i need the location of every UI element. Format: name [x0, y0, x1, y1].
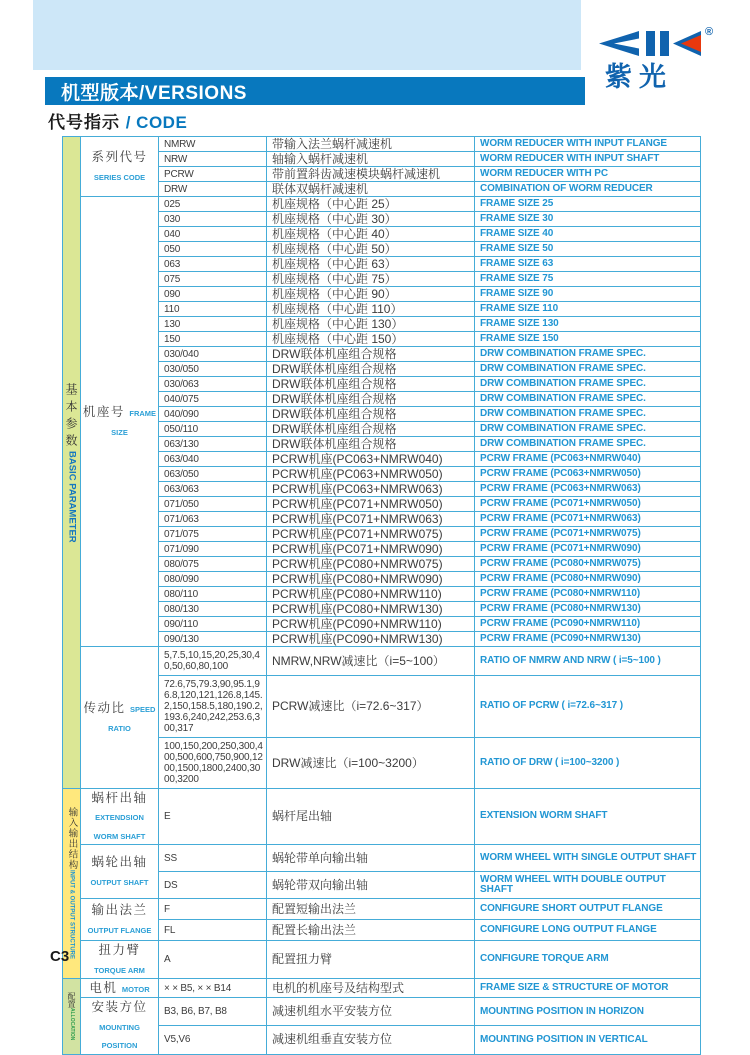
- desc-en-cell: FRAME SIZE 110: [475, 302, 701, 317]
- page-number: C3: [50, 948, 70, 965]
- section-strip-label-cn: 配置: [67, 992, 76, 1009]
- desc-cn-cell: DRW联体机座组合规格: [267, 347, 475, 362]
- desc-en-cell: FRAME SIZE 40: [475, 227, 701, 242]
- desc-en-cell: PCRW FRAME (PC090+NMRW130): [475, 632, 701, 647]
- desc-cn-cell: PCRW机座(PC080+NMRW090): [267, 572, 475, 587]
- code-cell: 080/075: [159, 557, 267, 572]
- group-label: [81, 137, 159, 197]
- registered-mark-icon: ®: [705, 26, 714, 38]
- brand-name-cn: 紫光: [605, 62, 673, 92]
- table-row: [63, 332, 701, 347]
- group-label-en: MOTOR: [121, 984, 150, 994]
- code-cell: E: [159, 789, 267, 845]
- group-label: [81, 789, 159, 845]
- desc-en-cell: PCRW FRAME (PC090+NMRW110): [475, 617, 701, 632]
- desc-cn-cell: PCRW机座(PC071+NMRW075): [267, 527, 475, 542]
- table-row: [63, 738, 701, 789]
- desc-en-cell: WORM REDUCER WITH INPUT FLANGE: [475, 137, 701, 152]
- group-label: [81, 941, 159, 979]
- code-cell: V5,V6: [159, 1026, 267, 1054]
- table-row: [63, 392, 701, 407]
- code-cell: PCRW: [159, 167, 267, 182]
- page-title-en: / CODE: [125, 113, 188, 132]
- code-cell: 030/040: [159, 347, 267, 362]
- table-row: [63, 512, 701, 527]
- desc-en-cell: PCRW FRAME (PC063+NMRW050): [475, 467, 701, 482]
- desc-en-cell: PCRW FRAME (PC071+NMRW050): [475, 497, 701, 512]
- desc-en-cell: WORM WHEEL WITH SINGLE OUTPUT SHAFT: [475, 845, 701, 872]
- desc-cn-cell: PCRW机座(PC080+NMRW075): [267, 557, 475, 572]
- group-label-en: OUTPUT SHAFT: [90, 877, 149, 887]
- desc-en-cell: FRAME SIZE 25: [475, 197, 701, 212]
- desc-cn-cell: DRW联体机座组合规格: [267, 407, 475, 422]
- section-strip-label-cn: 输入输出结构: [66, 807, 78, 871]
- desc-cn-cell: DRW联体机座组合规格: [267, 437, 475, 452]
- desc-cn-cell: PCRW减速比（i=72.6~317）: [267, 676, 475, 738]
- group-label-cn: 蜗杆出轴: [91, 791, 148, 805]
- desc-en-cell: RATIO OF DRW ( i=100~3200 ): [475, 738, 701, 789]
- desc-cn-cell: 蜗轮带单向输出轴: [267, 845, 475, 872]
- code-cell: 030/050: [159, 362, 267, 377]
- code-cell: 130: [159, 317, 267, 332]
- table-row: [63, 437, 701, 452]
- table-row: [63, 941, 701, 979]
- desc-en-cell: PCRW FRAME (PC063+NMRW040): [475, 452, 701, 467]
- code-cell: 080/130: [159, 602, 267, 617]
- table-row: [63, 422, 701, 437]
- table-row: [63, 482, 701, 497]
- table-row: [63, 287, 701, 302]
- table-row: [63, 676, 701, 738]
- desc-en-cell: FRAME SIZE 150: [475, 332, 701, 347]
- banner-title: 机型版本/VERSIONS: [61, 82, 247, 104]
- desc-en-cell: EXTENSION WORM SHAFT: [475, 789, 701, 845]
- code-cell: A: [159, 941, 267, 979]
- section-strip-label-cn: 基本参数: [64, 382, 78, 451]
- desc-en-cell: RATIO OF PCRW ( i=72.6~317 ): [475, 676, 701, 738]
- desc-cn-cell: 配置长输出法兰: [267, 920, 475, 941]
- code-cell: 050/110: [159, 422, 267, 437]
- desc-en-cell: DRW COMBINATION FRAME SPEC.: [475, 347, 701, 362]
- code-cell: 090/110: [159, 617, 267, 632]
- desc-en-cell: WORM REDUCER WITH INPUT SHAFT: [475, 152, 701, 167]
- table-row: [63, 587, 701, 602]
- desc-en-cell: DRW COMBINATION FRAME SPEC.: [475, 422, 701, 437]
- desc-en-cell: MOUNTING POSITION IN HORIZON: [475, 998, 701, 1026]
- desc-en-cell: PCRW FRAME (PC063+NMRW063): [475, 482, 701, 497]
- code-cell: 5,7.5,10,15,20,25,30,40,50,60,80,100: [159, 647, 267, 676]
- desc-en-cell: PCRW FRAME (PC080+NMRW110): [475, 587, 701, 602]
- group-label-en: TORQUE ARM: [94, 965, 145, 975]
- group-label-en: EXTENDSION WORM SHAFT: [93, 813, 146, 841]
- table-row: [63, 137, 701, 152]
- desc-cn-cell: 带输入法兰蜗杆减速机: [267, 137, 475, 152]
- desc-cn-cell: 减速机组水平安装方位: [267, 998, 475, 1026]
- brand-logo: [597, 26, 727, 92]
- desc-en-cell: FRAME SIZE 90: [475, 287, 701, 302]
- desc-cn-cell: DRW联体机座组合规格: [267, 422, 475, 437]
- desc-cn-cell: 配置扭力臂: [267, 941, 475, 979]
- desc-cn-cell: 机座规格（中心距 40）: [267, 227, 475, 242]
- table-row: [63, 527, 701, 542]
- desc-en-cell: PCRW FRAME (PC071+NMRW063): [475, 512, 701, 527]
- code-cell: 080/110: [159, 587, 267, 602]
- desc-cn-cell: 配置短输出法兰: [267, 899, 475, 920]
- desc-en-cell: FRAME SIZE 63: [475, 257, 701, 272]
- code-cell: NMRW: [159, 137, 267, 152]
- table-row: [63, 467, 701, 482]
- desc-cn-cell: PCRW机座(PC071+NMRW063): [267, 512, 475, 527]
- code-cell: 080/090: [159, 572, 267, 587]
- desc-cn-cell: 机座规格（中心距 110）: [267, 302, 475, 317]
- section-strip-label-en: ALLOCATION: [69, 1008, 75, 1041]
- page-title-cn: 代号指示: [48, 113, 120, 132]
- desc-cn-cell: PCRW机座(PC071+NMRW090): [267, 542, 475, 557]
- group-label-en: MOUNTING POSITION: [99, 1022, 140, 1051]
- desc-en-cell: FRAME SIZE 50: [475, 242, 701, 257]
- group-label-cn: 输出法兰: [91, 903, 148, 918]
- group-label: [81, 998, 159, 1054]
- desc-en-cell: CONFIGURE LONG OUTPUT FLANGE: [475, 920, 701, 941]
- group-label-cn: 电机: [89, 980, 118, 995]
- group-label: [81, 899, 159, 941]
- code-cell: 063/040: [159, 452, 267, 467]
- desc-cn-cell: 机座规格（中心距 150）: [267, 332, 475, 347]
- desc-en-cell: CONFIGURE TORQUE ARM: [475, 941, 701, 979]
- desc-cn-cell: 联体双蜗杆减速机: [267, 182, 475, 197]
- code-cell: DRW: [159, 182, 267, 197]
- desc-en-cell: CONFIGURE SHORT OUTPUT FLANGE: [475, 899, 701, 920]
- desc-en-cell: DRW COMBINATION FRAME SPEC.: [475, 362, 701, 377]
- group-label-en: SPEED RATIO: [108, 705, 156, 733]
- table-row: [63, 542, 701, 557]
- code-cell: 025: [159, 197, 267, 212]
- table-row: [63, 407, 701, 422]
- table-row: [63, 617, 701, 632]
- code-cell: 050: [159, 242, 267, 257]
- table-row: [63, 602, 701, 617]
- group-label: [81, 197, 159, 647]
- desc-cn-cell: DRW减速比（i=100~3200）: [267, 738, 475, 789]
- table-row: [63, 789, 701, 845]
- desc-cn-cell: 轴输入蜗杆减速机: [267, 152, 475, 167]
- code-cell: 72.6,75,79.3,90,95.1,96.8,120,121,126.8,145.2,150,158.5,180,190.2,193.6,240,242,253.6,300,317: [159, 676, 267, 738]
- desc-cn-cell: PCRW机座(PC090+NMRW130): [267, 632, 475, 647]
- code-cell: 030/063: [159, 377, 267, 392]
- desc-en-cell: DRW COMBINATION FRAME SPEC.: [475, 407, 701, 422]
- desc-en-cell: WORM WHEEL WITH DOUBLE OUTPUT SHAFT: [475, 872, 701, 899]
- table-row: [63, 257, 701, 272]
- section-strip: [63, 978, 81, 1054]
- desc-en-cell: MOUNTING POSITION IN VERTICAL: [475, 1026, 701, 1054]
- desc-cn-cell: 机座规格（中心距 75）: [267, 272, 475, 287]
- table-row: [63, 872, 701, 899]
- desc-cn-cell: NMRW,NRW减速比（i=5~100）: [267, 647, 475, 676]
- desc-cn-cell: 蜗轮带双向输出轴: [267, 872, 475, 899]
- desc-en-cell: PCRW FRAME (PC080+NMRW075): [475, 557, 701, 572]
- code-cell: 063: [159, 257, 267, 272]
- desc-en-cell: FRAME SIZE 75: [475, 272, 701, 287]
- table-row: [63, 557, 701, 572]
- group-label-cn: 系列代号: [91, 150, 148, 165]
- group-label-en: OUTPUT FLANGE: [87, 925, 152, 935]
- table-row: [63, 920, 701, 941]
- page-title: [48, 108, 187, 133]
- desc-cn-cell: 减速机组垂直安装方位: [267, 1026, 475, 1054]
- table-row: [63, 272, 701, 287]
- desc-cn-cell: PCRW机座(PC090+NMRW110): [267, 617, 475, 632]
- table-row: [63, 632, 701, 647]
- table-row: [63, 167, 701, 182]
- desc-cn-cell: 机座规格（中心距 63）: [267, 257, 475, 272]
- desc-cn-cell: DRW联体机座组合规格: [267, 362, 475, 377]
- table-row: [63, 452, 701, 467]
- group-label: [81, 647, 159, 789]
- desc-en-cell: PCRW FRAME (PC071+NMRW090): [475, 542, 701, 557]
- desc-en-cell: FRAME SIZE 130: [475, 317, 701, 332]
- code-cell: 040: [159, 227, 267, 242]
- table-row: [63, 197, 701, 212]
- code-cell: B3, B6, B7, B8: [159, 998, 267, 1026]
- page-banner: [45, 77, 585, 105]
- zik-logo-icon: [597, 30, 709, 58]
- desc-cn-cell: 机座规格（中心距 50）: [267, 242, 475, 257]
- group-label: [81, 845, 159, 899]
- desc-cn-cell: 机座规格（中心距 25）: [267, 197, 475, 212]
- group-label-en: SERIES CODE: [93, 172, 146, 182]
- code-cell: NRW: [159, 152, 267, 167]
- code-cell: SS: [159, 845, 267, 872]
- code-cell: 075: [159, 272, 267, 287]
- table-row: [63, 1026, 701, 1054]
- desc-en-cell: RATIO OF NMRW AND NRW ( i=5~100 ): [475, 647, 701, 676]
- table-row: [63, 317, 701, 332]
- desc-cn-cell: PCRW机座(PC063+NMRW050): [267, 467, 475, 482]
- desc-cn-cell: PCRW机座(PC071+NMRW050): [267, 497, 475, 512]
- code-cell: × × B5, × × B14: [159, 978, 267, 997]
- code-cell: DS: [159, 872, 267, 899]
- desc-en-cell: COMBINATION OF WORM REDUCER: [475, 182, 701, 197]
- section-strip: [63, 137, 81, 789]
- code-cell: 110: [159, 302, 267, 317]
- code-table-body: [63, 137, 701, 1055]
- code-cell: 040/090: [159, 407, 267, 422]
- code-cell: 063/130: [159, 437, 267, 452]
- table-row: [63, 182, 701, 197]
- table-row: [63, 899, 701, 920]
- desc-cn-cell: PCRW机座(PC063+NMRW040): [267, 452, 475, 467]
- code-cell: 150: [159, 332, 267, 347]
- table-row: [63, 212, 701, 227]
- desc-cn-cell: PCRW机座(PC063+NMRW063): [267, 482, 475, 497]
- section-strip-label-en: INPUT & OUTPUT STRUCTURE: [68, 870, 75, 960]
- table-row: [63, 377, 701, 392]
- table-row: [63, 302, 701, 317]
- desc-en-cell: FRAME SIZE 30: [475, 212, 701, 227]
- desc-cn-cell: DRW联体机座组合规格: [267, 377, 475, 392]
- code-cell: 063/063: [159, 482, 267, 497]
- desc-cn-cell: PCRW机座(PC080+NMRW130): [267, 602, 475, 617]
- table-row: [63, 362, 701, 377]
- table-row: [63, 572, 701, 587]
- desc-cn-cell: 机座规格（中心距 130）: [267, 317, 475, 332]
- code-cell: 071/075: [159, 527, 267, 542]
- desc-en-cell: PCRW FRAME (PC080+NMRW130): [475, 602, 701, 617]
- code-cell: 090: [159, 287, 267, 302]
- code-cell: 040/075: [159, 392, 267, 407]
- table-row: [63, 978, 701, 997]
- table-row: [63, 227, 701, 242]
- code-table: [62, 136, 701, 1055]
- group-label-cn: 机座号: [82, 405, 125, 420]
- desc-en-cell: DRW COMBINATION FRAME SPEC.: [475, 392, 701, 407]
- header-band: [33, 0, 581, 70]
- table-row: [63, 497, 701, 512]
- table-row: [63, 647, 701, 676]
- desc-cn-cell: 蜗杆尾出轴: [267, 789, 475, 845]
- desc-en-cell: DRW COMBINATION FRAME SPEC.: [475, 437, 701, 452]
- desc-cn-cell: DRW联体机座组合规格: [267, 392, 475, 407]
- group-label-cn: 扭力臂: [98, 943, 141, 958]
- code-cell: 071/063: [159, 512, 267, 527]
- group-label: [81, 978, 159, 997]
- desc-cn-cell: 带前置斜齿减速模块蜗杆减速机: [267, 167, 475, 182]
- code-cell: F: [159, 899, 267, 920]
- code-cell: 063/050: [159, 467, 267, 482]
- table-row: [63, 242, 701, 257]
- desc-en-cell: PCRW FRAME (PC071+NMRW075): [475, 527, 701, 542]
- table-row: [63, 998, 701, 1026]
- table-row: [63, 347, 701, 362]
- code-cell: 100,150,200,250,300,400,500,600,750,900,1200,1500,1800,2400,3000,3200: [159, 738, 267, 789]
- code-cell: 071/090: [159, 542, 267, 557]
- code-cell: 030: [159, 212, 267, 227]
- group-label-cn: 安装方位: [91, 1000, 148, 1015]
- desc-en-cell: PCRW FRAME (PC080+NMRW090): [475, 572, 701, 587]
- code-cell: FL: [159, 920, 267, 941]
- code-cell: 071/050: [159, 497, 267, 512]
- group-label-en: FRAME SIZE: [111, 409, 157, 437]
- desc-cn-cell: 机座规格（中心距 30）: [267, 212, 475, 227]
- desc-en-cell: FRAME SIZE & STRUCTURE OF MOTOR: [475, 978, 701, 997]
- desc-en-cell: DRW COMBINATION FRAME SPEC.: [475, 377, 701, 392]
- code-cell: 090/130: [159, 632, 267, 647]
- section-strip-label-en: BASIC PARAMETER: [66, 450, 78, 543]
- group-label-cn: 蜗轮出轴: [91, 855, 148, 870]
- desc-cn-cell: 电机的机座号及结构型式: [267, 978, 475, 997]
- table-row: [63, 152, 701, 167]
- desc-en-cell: WORM REDUCER WITH PC: [475, 167, 701, 182]
- desc-cn-cell: 机座规格（中心距 90）: [267, 287, 475, 302]
- desc-cn-cell: PCRW机座(PC080+NMRW110): [267, 587, 475, 602]
- table-row: [63, 845, 701, 872]
- group-label-cn: 传动比: [83, 701, 126, 716]
